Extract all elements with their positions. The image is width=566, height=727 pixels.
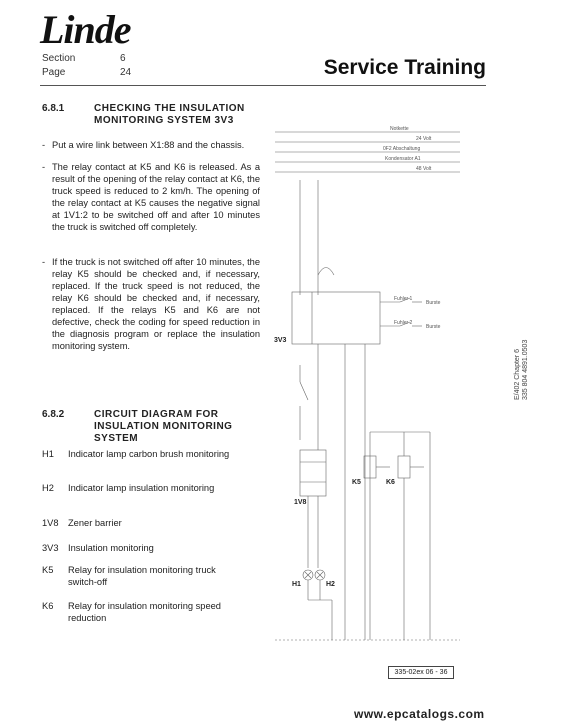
relay-k6-label: K6	[386, 479, 395, 486]
section-label: Section	[42, 53, 76, 64]
paragraph-1: - Put a wire link between X1:88 and the chassis.	[42, 139, 260, 151]
bus-label-48v: 48 Volt	[416, 166, 432, 172]
footer-url: www.epcatalogs.com	[354, 707, 485, 721]
page-meta	[42, 67, 132, 78]
paragraph-2-text: The relay contact at K5 and K6 is released. As a result of the opening of the relay contact at K6, the truck speed is reduced to 2 km/h. The opening of the relay contact at K5 causes the negative signal at 1V1:2 to be switched off and after 10 minutes the truck is switched off completely.	[52, 162, 260, 232]
side-note	[514, 340, 530, 400]
legend-code: 3V3	[42, 543, 59, 553]
relay-k5-label: K5	[352, 479, 361, 486]
buerste1-label: Burste	[426, 300, 441, 306]
paragraph-3: - If the truck is not switched off after 10 minutes, the relay K5 should be checked and, if necessary, replaced. If the truck speed is not reduced, the relay K6 should be checked and, if necessary, replaced. If the relays K5 and K6 are not defective, check the coding for speed reduction in the diagnosis program or replace the insulation monitoring system.	[42, 257, 260, 351]
side-note-line2: 335 804 4891.0503	[522, 339, 529, 400]
legend-code: 1V8	[42, 518, 59, 528]
block-3v3-label: 3V3	[274, 337, 287, 344]
legend-desc: Zener barrier	[68, 518, 122, 528]
header-divider	[40, 85, 486, 86]
circuit-diagram-svg	[270, 120, 560, 680]
bus-label-notkette: Notkette	[390, 126, 409, 132]
legend-code: K6	[42, 601, 54, 611]
linde-logo: Linde	[40, 7, 131, 52]
legend-desc: Insulation monitoring	[68, 543, 154, 553]
circuit-diagram	[270, 120, 560, 680]
legend-desc: Relay for insulation monitoring speed reduction	[68, 601, 221, 623]
page-value: 24	[120, 67, 132, 78]
block-1v8-label: 1V8	[294, 499, 307, 506]
section-value: 6	[120, 53, 126, 64]
section1-title	[94, 103, 245, 127]
section1-title-line1: CHECKING THE INSULATION	[94, 103, 245, 114]
section-meta	[42, 53, 126, 64]
section2-title	[94, 409, 232, 445]
fuhler1-label: Fuhler 1	[394, 296, 413, 302]
diagram-ref-code: 335-02ex 06 - 36	[388, 666, 454, 679]
section2-number: 6.8.2	[42, 409, 65, 420]
paragraph-1-text: Put a wire link between X1:88 and the chassis.	[52, 140, 245, 150]
legend-desc: Indicator lamp insulation monitoring	[68, 483, 215, 493]
page-title: Service Training	[323, 56, 486, 79]
page-label: Page	[42, 67, 66, 78]
legend-desc: Relay for insulation monitoring truck switch-off	[68, 565, 216, 587]
buerste2-label: Burste	[426, 324, 441, 330]
lamp-h2-label: H2	[326, 581, 335, 588]
paragraph-3-text: If the truck is not switched off after 10 minutes, the relay K5 should be checked and, if necessary, replaced. If the truck speed is not reduced, the relay K6 should be checked and, if necessary, replaced. If the relays K5 and K6 are not defective, check the coding for speed reduction in the diagnosis program or replace the insulation monitoring system.	[52, 257, 260, 351]
bus-label-abschaltung: 0F2 Abschaltung	[383, 146, 421, 152]
section2-title-line3: SYSTEM	[94, 433, 139, 444]
legend-code: H1	[42, 449, 54, 459]
side-note-line1: E/402 Chapter 6	[514, 349, 521, 400]
paragraph-2: - The relay contact at K5 and K6 is released. As a result of the opening of the relay contact at K6, the truck speed is reduced to 2 km/h. The opening of the relay contact at K5 causes the negative signal at 1V1:2 to be switched off and after 10 minutes the truck is switched off completely.	[42, 162, 260, 232]
section2-title-line2: INSULATION MONITORING	[94, 421, 233, 432]
legend-code: H2	[42, 483, 54, 493]
lamp-h1-label: H1	[292, 581, 301, 588]
bus-label-24v: 24 Volt	[416, 136, 432, 142]
section1-title-line2: MONITORING SYSTEM 3V3	[94, 115, 234, 126]
bus-label-kondensator: Kondensator A1	[385, 156, 421, 162]
legend-code: K5	[42, 565, 54, 575]
fuhler2-label: Fuhler 2	[394, 320, 413, 326]
section2-title-line1: CIRCUIT DIAGRAM FOR	[94, 409, 219, 420]
section1-number: 6.8.1	[42, 103, 65, 114]
legend-desc: Indicator lamp carbon brush monitoring	[68, 449, 230, 459]
